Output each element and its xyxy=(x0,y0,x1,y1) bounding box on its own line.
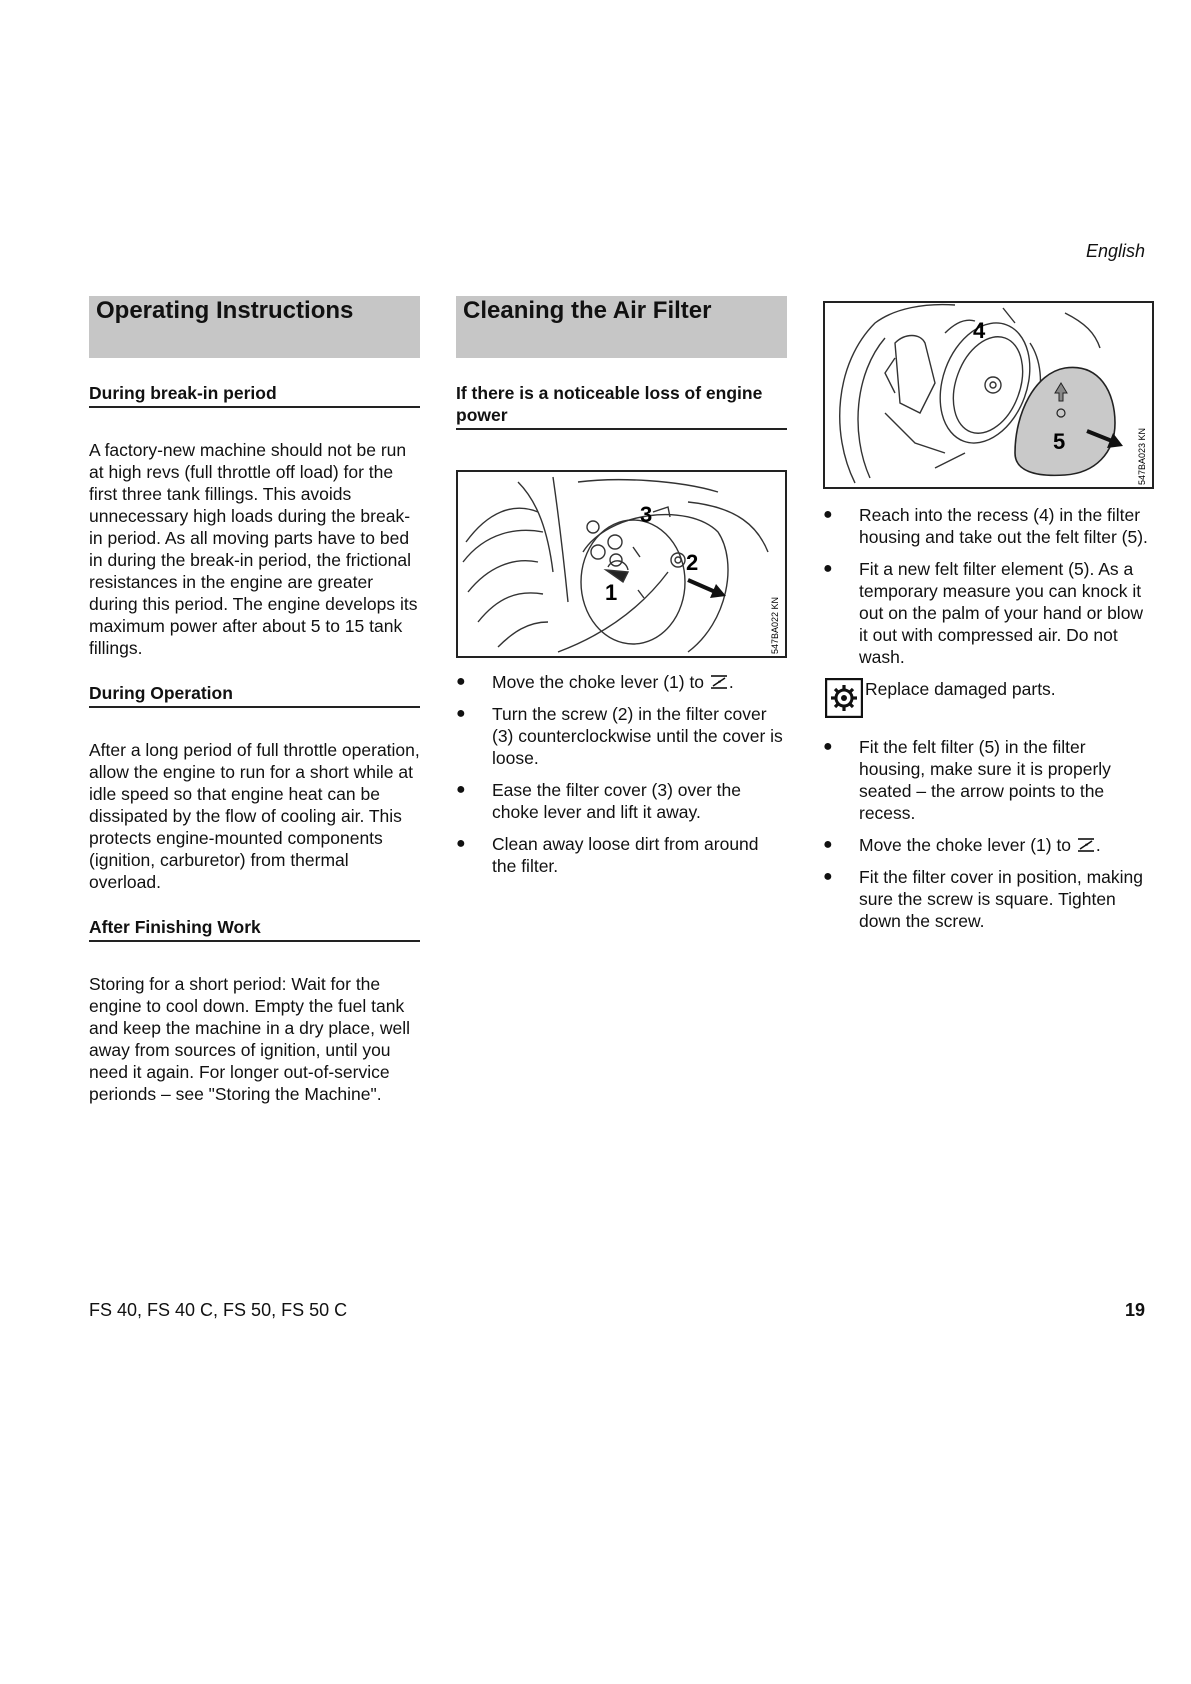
filter-cover-figure xyxy=(456,470,787,658)
callout-1: 1 xyxy=(605,580,618,605)
heading-during-operation: During Operation xyxy=(89,682,420,708)
step-text: Ease the filter cover (3) over the choke lever and lift it away. xyxy=(492,780,741,822)
service-note xyxy=(823,678,1154,728)
callout-4: 4 xyxy=(973,318,986,343)
step-text: Move the choke lever (1) to xyxy=(492,672,705,692)
step-text: Turn the screw (2) in the filter cover (3) counterclockwise until the cover is loose. xyxy=(492,704,783,768)
heading-loss-of-power: If there is a noticeable loss of engine power xyxy=(456,382,787,430)
step-text: Fit a new felt filter element (5). As a temporary measure you can knock it out on the palm of your hand or blow it out with compressed air. Do not wash. xyxy=(859,559,1144,667)
step-text: Fit the felt filter (5) in the filter housing, make sure it is properly seated – the arrow points to the recess. xyxy=(859,737,1111,823)
text-break-in: A factory-new machine should not be run at high revs (full throttle off load) for the first three tank fillings. This avoids unnecessary high loads during the break-in period. As all moving parts have to bed in during the break-in period, the frictional resistances in the engine are greater during this period. The engine develops its maximum power after about 5 to 15 tank fillings. xyxy=(89,440,418,658)
choke-run-icon xyxy=(1076,837,1096,853)
heading-break-in: During break-in period xyxy=(89,382,420,408)
list-item: ● Move the choke lever (1) to . xyxy=(823,835,1101,855)
list-item: ● Ease the filter cover (3) over the choke lever and lift it away. xyxy=(456,780,741,822)
callout-5: 5 xyxy=(1053,429,1066,454)
list-item: ● Clean away loose dirt from around the filter. xyxy=(456,834,759,876)
list-item: ● Turn the screw (2) in the filter cover (3) counterclockwise until the cover is loose. xyxy=(456,704,783,768)
felt-filter-steps xyxy=(823,504,1154,942)
filter-cover-illustration xyxy=(458,472,785,656)
list-item: ● Move the choke lever (1) to . xyxy=(456,672,734,692)
operating-instructions-column xyxy=(89,296,420,1105)
step-text: Reach into the recess (4) in the filter housing and take out the felt filter (5). xyxy=(859,505,1148,547)
callout-2: 2 xyxy=(686,550,699,575)
period: . xyxy=(728,672,734,692)
list-item: ● Fit the filter cover in position, making sure the screw is square. Tighten down the screw. xyxy=(823,867,1144,931)
figure-code-2: 547BA023 KN xyxy=(1137,427,1147,485)
language-label: English xyxy=(1085,241,1145,261)
text-during-operation: After a long period of full throttle operation, allow the engine to run for a short while at idle speed so that engine heat can be dissipated by the flow of cooling air. This protects engine-mounted components (ignition, carburetor) from thermal overload. xyxy=(89,740,420,892)
list-item: ● Reach into the recess (4) in the filter housing and take out the felt filter (5). xyxy=(823,505,1148,547)
step-text: Clean away loose dirt from around the filter. xyxy=(492,834,759,876)
step-text: Fit the filter cover in position, making sure the screw is square. Tighten down the screw. xyxy=(859,867,1144,931)
list-item: ● Fit a new felt filter element (5). As a temporary measure you can knock it out on the palm of your hand or blow it out with compressed air. Do not wash. xyxy=(823,559,1144,667)
heading-after-finishing: After Finishing Work xyxy=(89,916,420,942)
choke-run-icon xyxy=(709,674,729,690)
list-item: ● Fit the felt filter (5) in the filter housing, make sure it is properly seated – the arrow points to the recess. xyxy=(823,737,1111,823)
air-filter-column xyxy=(456,296,787,430)
air-filter-steps xyxy=(456,671,787,887)
period: . xyxy=(1095,835,1101,855)
text-after-finishing: Storing for a short period: Wait for the engine to cool down. Empty the fuel tank and keep the machine in a dry place, well away from sources of ignition, until you need it again. For longer out-of-service perionds – see "Storing the Machine". xyxy=(89,974,411,1104)
section-title-air-filter: Cleaning the Air Filter xyxy=(456,296,787,358)
gear-icon xyxy=(825,678,863,718)
section-title-operating: Operating Instructions xyxy=(89,296,420,358)
page-number: 19 xyxy=(1124,1300,1145,1320)
felt-filter-figure xyxy=(823,301,1154,489)
note-text: Replace damaged parts. xyxy=(865,679,1056,699)
figure-code-1: 547BA022 KN xyxy=(770,596,780,654)
step-text: Move the choke lever (1) to xyxy=(859,835,1072,855)
footer-models: FS 40, FS 40 C, FS 50, FS 50 C xyxy=(89,1300,348,1320)
callout-3: 3 xyxy=(640,502,653,527)
felt-filter-illustration xyxy=(825,303,1152,487)
